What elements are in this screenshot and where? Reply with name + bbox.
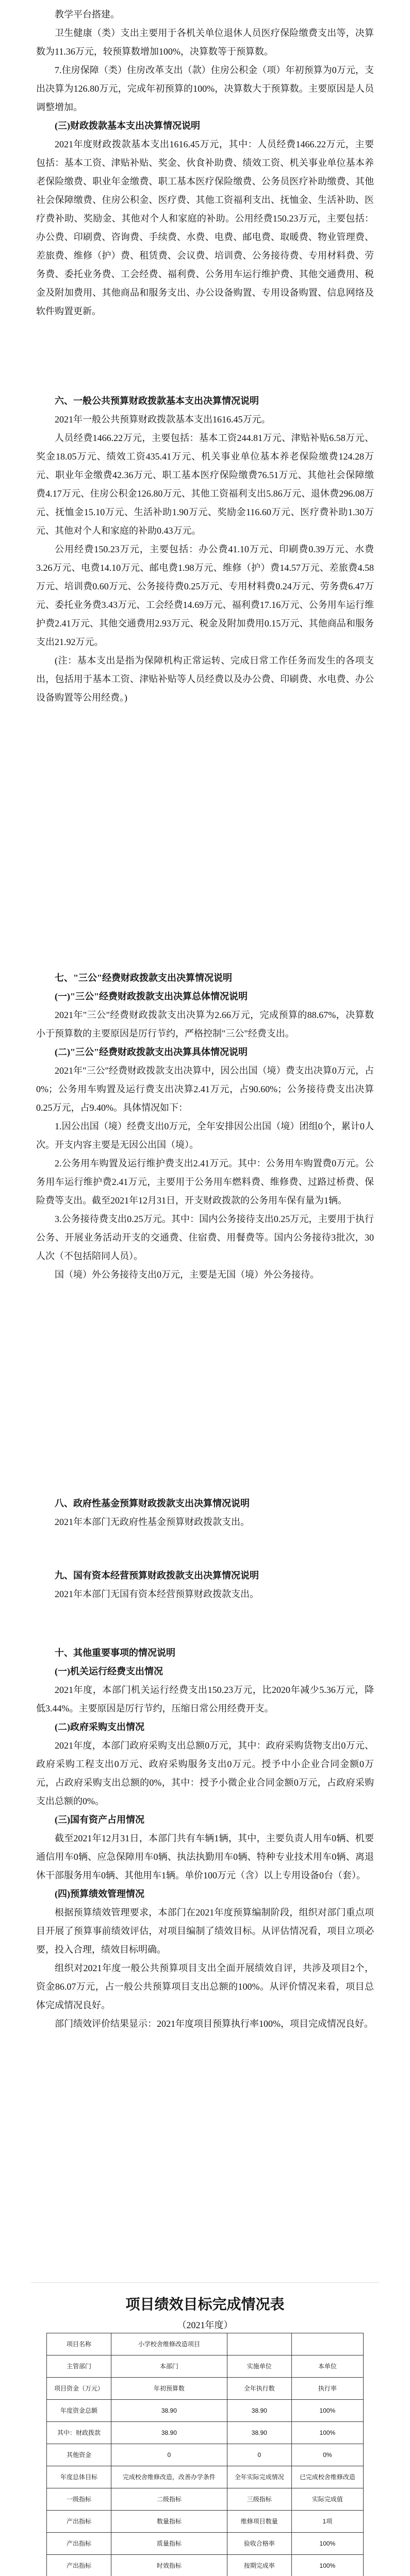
- paragraph: 人员经费1466.22万元，主要包括：基本工资244.81万元、津贴补贴6.58万元、奖金18.05万元、绩效工资435.41万元、机关事业单位基本养老保险缴费124.28万元、职业年金缴费42.36万元、职工基本医疗保险缴费76.51万元、其他社会保障缴费4.17万元、住房公积金126.80万元、其他工资福利支出5.86万元、退休费296.08万元、抚恤金15.10万元、生活补助1.90万元、奖励金116.60万元、医疗费补助1.30万元、其他对个人和家庭的补助0.43万元。: [36, 433, 374, 536]
- table-cell: 产出指标: [47, 2533, 111, 2555]
- paragraph: 教学平台搭建。: [55, 9, 120, 20]
- paragraph: 2021年一般公共预算财政拨款基本支出1616.45万元。: [55, 414, 271, 425]
- paragraph: (注：基本支出是指为保障机构正常运转、完成日常工作任务而发生的各项支出，包括用于基本工资、津贴补贴等人员经费以及办公费、印刷费、水电费、办公设备购置等公用经费。): [36, 655, 374, 703]
- table-cell: 时效指标: [111, 2555, 227, 2576]
- table-cell: 0: [227, 2444, 291, 2466]
- table: [46, 2333, 364, 2576]
- section-1: [36, 5, 374, 320]
- section-heading: 八、政府性基金预算财政拨款支出决算情况说明: [55, 1498, 250, 1509]
- sub-heading: (三)国有资产占用情况: [55, 1815, 144, 1825]
- table-cell: 主管部门: [47, 2355, 111, 2378]
- table-cell: 一级指标: [47, 2488, 111, 2511]
- table-row: [47, 2400, 364, 2422]
- paragraph: 截至2021年12月31日，本部门共有车辆1辆，其中，主要负责人用车0辆、机要通信用车0辆、应急保障用车0辆、执法执勤用车0辆、特种专业技术用车0辆、离退休干部服务用车0辆、其他用车1辆。单价100万元（含）以上专用设备0台（套）。: [36, 1833, 374, 1880]
- table-cell: 全年实际完成情况: [227, 2466, 291, 2488]
- sub-heading: (一)机关运行经费支出情况: [55, 1666, 163, 1676]
- table-cell: 100%: [291, 2422, 363, 2444]
- paragraph: 2021年度，本部门机关运行经费支出150.23万元，比2020年减少5.36万元，降低3.44%。主要原因是厉行节约，压缩日常公用经费开支。: [36, 1685, 374, 1714]
- paragraph: 根据预算绩效管理要求，本部门在2021年度预算编制阶段，组织对部门重点项目开展了预算事前绩效评估，对项目编制了绩效目标。从评估情况看，项目立项必要，投入合理，绩效目标明确。: [36, 1907, 374, 1955]
- sub-heading: (二)政府采购支出情况: [55, 1722, 144, 1732]
- table-cell: 100%: [291, 2400, 363, 2422]
- table-row: [47, 2511, 364, 2533]
- table-cell: 0: [111, 2444, 227, 2466]
- performance-table-1: [46, 2293, 364, 2576]
- table-cell: 项目名称: [47, 2333, 111, 2355]
- paragraph: 2021年本部门无政府性基金预算财政拨款支出。: [55, 1517, 250, 1527]
- paragraph: 2021年"三公"经费财政拨款支出决算中，因公出国（境）费支出决算0万元，占0%；公务用车购置及运行费支出决算2.41万元，占90.60%；公务接待费支出决算0.25万元，占9.40%。具体情况如下：: [36, 1065, 374, 1113]
- paragraph: 7.住房保障（类）住房改革支出（款）住房公积金（项）年初预算为0万元，支出决算为126.80万元，完成年初预算的100%，决算数大于预算数。主要原因是人员调整增加。: [36, 65, 374, 112]
- table-cell: 项目资金（万元）: [47, 2378, 111, 2400]
- table-cell: 产出指标: [47, 2555, 111, 2576]
- table-cell: 38.90: [111, 2400, 227, 2422]
- table-cell: 0%: [291, 2444, 363, 2466]
- section-heading: 七、"三公"经费财政拨款支出决算情况说明: [55, 973, 232, 983]
- section-heading: 十、其他重要事项的情况说明: [55, 1648, 175, 1658]
- section-heading: (三)财政拨款基本支出决算情况说明: [55, 121, 200, 131]
- table-cell: 按期完成率: [227, 2555, 291, 2576]
- paragraph: 2.公务用车购置及运行维护费支出2.41万元。其中：公务用车购置费0万元。公务用车运行维护费2.41万元，主要用于公务用车燃料费、维修费、过路过桥费、保险费等支出。截至2021年12月31日，开支财政拨款的公务用车保有量为1辆。: [36, 1158, 374, 1206]
- table-cell: 100%: [291, 2533, 363, 2555]
- section-5: [36, 1566, 374, 1603]
- paragraph: 组织对2021年度一般公共预算项目支出全面开展绩效自评，共涉及项目2个，资金86.07万元，占一般公共预算项目支出总额的100%。从评价情况来看，项目总体完成情况良好。: [36, 1963, 374, 2010]
- table-cell: 小学校舍维修改造项目: [111, 2333, 227, 2355]
- section-3: [36, 969, 374, 1284]
- paragraph: 1.因公出国（境）经费支出0万元，全年安排因公出国（境）团组0个，累计0人次。开支内容主要是无因公出国（境）。: [36, 1121, 374, 1150]
- table-row: [47, 2422, 364, 2444]
- table-cell: 维修项目数量: [227, 2511, 291, 2533]
- table-cell: 数量指标: [111, 2511, 227, 2533]
- table-cell: 38.90: [227, 2400, 291, 2422]
- table-cell: 实际完成值: [291, 2488, 363, 2511]
- sub-heading: (一)"三公"经费财政拨款支出决算总体情况说明: [55, 991, 248, 1002]
- table-cell: 38.90: [227, 2422, 291, 2444]
- section-heading: 九、国有资本经营预算财政拨款支出决算情况说明: [55, 1570, 259, 1581]
- table-cell: 1项: [291, 2511, 363, 2533]
- table-cell: 100%: [291, 2555, 363, 2576]
- paragraph: 2021年度财政拨款基本支出1616.45万元，其中：人员经费1466.22万元，主要包括：基本工资、津贴补贴、奖金、伙食补助费、绩效工资、机关事业单位基本养老保险缴费、职业年金缴费、职工基本医疗保险缴费、公务员医疗补助缴费、其他社会保障缴费、住房公积金、医疗费、其他工资福利支出、抚恤金、生活补助、医疗费补助、奖励金、其他对个人和家庭的补助。公用经费150.23万元，主要包括：办公费、印刷费、咨询费、手续费、水费、电费、邮电费、取暖费、物业管理费、差旅费、维修（护）费、租赁费、会议费、培训费、公务接待费、专用材料费、劳务费、委托业务费、工会经费、福利费、公务用车运行维护费、其他交通费用、税金及附加费用、其他商品和服务支出、办公设备购置、专用设备购置、信息网络及软件购置更新。: [36, 139, 374, 316]
- paragraph: 公用经费150.23万元，主要包括：办公费41.10万元、印刷费0.39万元、水费3.26万元、电费14.10万元、邮电费1.98万元、维修（护）费14.57万元、差旅费4.58万元、培训费0.60万元、公务接待费0.25万元、专用材料费0.24万元、劳务费6.47万元、委托业务费3.43万元、工会经费14.69万元、福利费17.16万元、公务用车运行维护费2.41万元、其他交通费用2.93万元、税金及附加费用0.15万元、其他商品和服务支出21.92万元。: [36, 544, 374, 647]
- table-row: [47, 2333, 364, 2355]
- table-row: [47, 2466, 364, 2488]
- table-cell: 三级指标: [227, 2488, 291, 2511]
- table-row: [47, 2533, 364, 2555]
- table-cell: 年初预算数: [111, 2378, 227, 2400]
- table-cell: 执行率: [291, 2378, 363, 2400]
- table-cell: 本单位: [291, 2355, 363, 2378]
- table-cell: 产出指标: [47, 2511, 111, 2533]
- table-year: （2021年度）: [177, 2320, 233, 2330]
- table-row: [47, 2444, 364, 2466]
- table-cell: 38.90: [111, 2422, 227, 2444]
- sub-heading: (四)预算绩效管理情况: [55, 1889, 144, 1899]
- table-cell: 实施单位: [227, 2355, 291, 2378]
- paragraph: 卫生健康（类）支出主要用于各机关单位退休人员医疗保险缴费支出等，决算数为11.36万元，较预算数增加100%，决算数等于预算数。: [36, 28, 374, 57]
- table-row: [47, 2488, 364, 2511]
- paragraph: 2021年度，本部门政府采购支出总额0万元，其中：政府采购货物支出0万元、政府采购工程支出0万元、政府采购服务支出0万元。授予中小企业合同金额0万元，占政府采购支出总额的0%，其中：授予小微企业合同金额0万元，占政府采购支出总额的0%。: [36, 1740, 374, 1806]
- paragraph: 2021年本部门无国有资本经营预算财政拨款支出。: [55, 1589, 259, 1599]
- table-cell: 验收合格率: [227, 2533, 291, 2555]
- table-cell: 年度总体目标: [47, 2466, 111, 2488]
- table-cell: 完成校舍维修改造，改善办学条件: [111, 2466, 227, 2488]
- section-heading: 六、一般公共预算财政拨款基本支出决算情况说明: [55, 396, 259, 406]
- table-cell: 其他资金: [47, 2444, 111, 2466]
- table-cell: 本部门: [111, 2355, 227, 2378]
- paragraph: 3.公务接待费支出0.25万元。其中：国内公务接待支出0.25万元，主要用于执行公务、开展业务活动开支的交通费、住宿费、用餐费等。国内公务接待3批次，30人次（不包括陪同人员）。: [36, 1214, 374, 1261]
- section-6: [36, 1643, 374, 2033]
- table-cell: [227, 2333, 291, 2355]
- divider: [31, 2282, 379, 2283]
- table-cell: 二级指标: [111, 2488, 227, 2511]
- table-cell: 年度资金总额: [47, 2400, 111, 2422]
- table-title: 项目绩效目标完成情况表: [125, 2297, 285, 2313]
- table-cell: 其中：财政拨款: [47, 2422, 111, 2444]
- section-4: [36, 1494, 374, 1531]
- table-row: [47, 2378, 364, 2400]
- table-cell: 全年执行数: [227, 2378, 291, 2400]
- table-cell: [291, 2333, 363, 2355]
- paragraph: 国（境）外公务接待支出0万元，主要是无国（境）外公务接待。: [55, 1269, 319, 1280]
- paragraph: 2021年"三公"经费财政拨款支出决算为2.66万元，完成预算的88.67%，决算数小于预算数的主要原因是厉行节约，严格控制"三公"经费支出。: [36, 1010, 374, 1039]
- table-row: [47, 2355, 364, 2378]
- table-row: [47, 2555, 364, 2576]
- paragraph: 部门绩效评价结果显示：2021年度项目预算执行率100%，项目完成情况良好。: [55, 2019, 373, 2029]
- section-2: [36, 392, 374, 707]
- sub-heading: (二)"三公"经费财政拨款支出决算具体情况说明: [55, 1047, 248, 1057]
- table-cell: 已完成校舍维修改造: [291, 2466, 363, 2488]
- table-cell: 质量指标: [111, 2533, 227, 2555]
